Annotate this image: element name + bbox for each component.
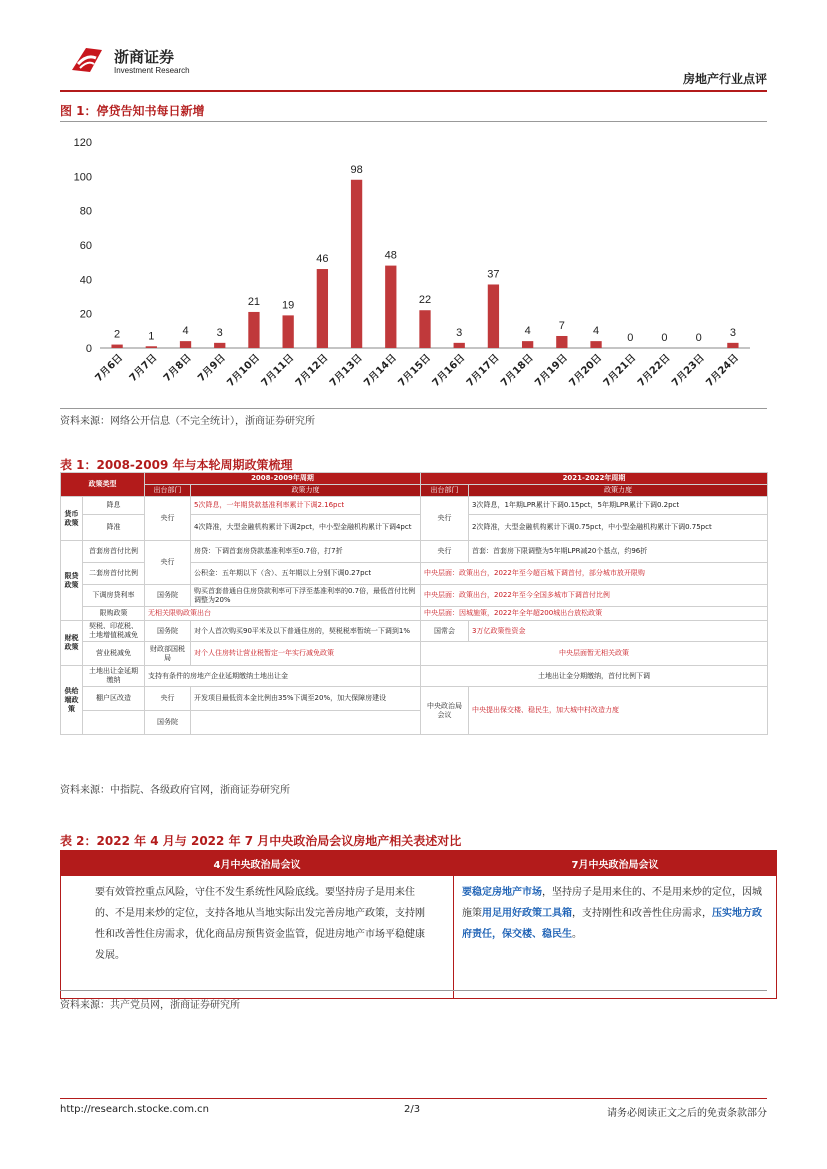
a-purchase-limit: 无相关限购政策出台 (145, 607, 421, 621)
bar (488, 284, 499, 348)
data-label: 2 (114, 328, 121, 341)
bar (146, 346, 157, 348)
july-highlight-3: 压实地方政府责任，保交楼、稳民生 (462, 908, 762, 940)
dept-a-state-council: 国务院 (145, 585, 191, 607)
data-label: 1 (148, 330, 155, 343)
data-label: 22 (418, 294, 432, 307)
bar (180, 341, 191, 348)
july-highlight-2: 用足用好政策工具箱 (482, 908, 572, 919)
a-second-home: 公积金：五年期以下（含）、五年期以上分别下调0.27pct (191, 563, 421, 585)
x-tick-label: 7月17日 (464, 352, 502, 390)
july-text-4: 。 (572, 929, 582, 940)
bar (385, 266, 396, 348)
b-biz-tax: 中央层面暂无相关政策 (421, 642, 768, 666)
x-tick-label: 7月14日 (362, 352, 399, 390)
x-tick-label: 7月12日 (293, 352, 331, 390)
header-rule (60, 90, 767, 92)
y-tick-label: 120 (73, 137, 92, 149)
a-biz-tax: 对个人住房转让营业税暂定一年实行减免政策 (191, 642, 421, 666)
y-tick-label: 40 (79, 274, 92, 287)
bar (111, 345, 122, 348)
figure1-title: 图 1：停贷告知书每日新增 (60, 104, 205, 118)
row-land-cost: 土地出让金延期缴纳 (83, 666, 145, 687)
data-label: 3 (216, 326, 223, 339)
bar (283, 315, 294, 348)
table1-source: 资料来源：中指院、各级政府官网，浙商证券研究所 (60, 785, 290, 796)
col-july: 7月中央政治局会议 (454, 851, 777, 876)
bar-chart (60, 126, 767, 406)
a-supply-extra (191, 711, 421, 735)
row-biz-tax: 营业税减免 (83, 642, 145, 666)
dept-a-central-bank: 央行 (145, 497, 191, 541)
july-statement (454, 876, 777, 999)
cat-credit: 限贷政策 (61, 541, 83, 621)
row-purchase-limit: 限购政策 (83, 607, 145, 621)
data-label: 3 (456, 326, 463, 339)
meeting-compare-table (60, 850, 777, 999)
row-deed-tax: 契税、印花税、土地增值税减免 (83, 621, 145, 642)
dept-a-state-council-2: 国务院 (145, 621, 191, 642)
x-tick-label: 7月9日 (196, 352, 228, 385)
col-content-a: 政策力度 (191, 485, 421, 497)
cat-monetary: 货币政策 (61, 497, 83, 541)
data-label: 37 (487, 268, 500, 281)
row-shantytown: 棚户区改造 (83, 687, 145, 711)
col-dept-a: 出台部门 (145, 485, 191, 497)
x-tick-label: 7月23日 (670, 352, 707, 390)
b-shantytown: 中央提出保交楼、稳民生，加大城中村改造力度 (469, 687, 768, 735)
bar (454, 343, 465, 348)
dept-b-state-council: 国常会 (421, 621, 469, 642)
figure1-source: 资料来源：网络公开信息（不完全统计），浙商证券研究所 (60, 416, 315, 427)
bar (248, 312, 259, 348)
row-rate-cut: 降息 (83, 497, 145, 515)
col-april: 4月中央政治局会议 (61, 851, 454, 876)
a-rate-cut: 5次降息，一年期贷款基准利率累计下调2.16pct (191, 497, 421, 515)
data-label: 0 (695, 332, 702, 344)
b-second-home: 中央层面：政策出台，2022年至今超百城下调首付，部分城市放开限购 (421, 563, 768, 585)
col-dept-b: 出台部门 (421, 485, 469, 497)
row-supply-extra (83, 711, 145, 735)
b-rate-floor: 中央层面：政策出台，2022年至今全国多城市下调首付比例 (421, 585, 768, 607)
april-statement: 要有效管控重点风险，守住不发生系统性风险底线。要坚持房子是用来住的、不是用来炒的定位，支持各地从当地实际出发完善房地产政策，支持刚性和改善性住房需求，优化商品房预售资金监管，促进房地产市场平稳健康发展。 (61, 876, 454, 999)
data-label: 4 (524, 325, 531, 338)
period-a-header: 2008-2009年周期 (145, 473, 421, 485)
footer-rule (60, 1098, 767, 1099)
data-label: 4 (592, 325, 600, 338)
a-rate-floor: 购买首套普通自住房贷款利率可下浮至基准利率的0.7倍，最低首付比例调整为20% (191, 585, 421, 607)
x-tick-label: 7月6日 (93, 352, 126, 385)
x-tick-label: 7月10日 (225, 352, 263, 390)
b-land-cost: 土地出让金分期缴纳，首付比例下调 (421, 666, 768, 687)
y-tick-label: 100 (73, 171, 92, 184)
table2-title: 表 2：2022 年 4 月与 2022 年 7 月中央政治局会议房地产相关表述对比 (60, 834, 462, 848)
x-tick-label: 7月24日 (704, 352, 742, 390)
bar (590, 341, 601, 348)
b-rrr-cut: 2次降准，大型金融机构累计下调0.75pct，中小型金融机构累计下调0.75pct (469, 515, 768, 541)
b-deed-tax: 3万亿政策性资金 (469, 621, 768, 642)
row-second-home: 二套房首付比例 (83, 563, 145, 585)
x-tick-label: 7月8日 (161, 352, 194, 385)
data-label: 7 (558, 319, 565, 332)
a-rrr-cut: 4次降准，大型金融机构累计下调2pct，中小型金融机构累计下调4pct (191, 515, 421, 541)
row-rate-floor: 下调房贷利率 (83, 585, 145, 607)
y-tick-label: 0 (85, 343, 92, 355)
dept-a-central-bank-3: 央行 (145, 687, 191, 711)
col-policy-type: 政策类型 (61, 473, 145, 497)
b-rate-cut: 3次降息，1年期LPR累计下调0.15pct，5年期LPR累计下调0.2pct (469, 497, 768, 515)
x-tick-label: 7月13日 (328, 352, 365, 390)
footer-url[interactable]: http://research.stocke.com.cn (60, 1104, 209, 1115)
data-label: 48 (384, 249, 397, 262)
y-tick-label: 80 (79, 205, 92, 218)
data-label: 98 (350, 163, 363, 176)
row-rrr-cut: 降准 (83, 515, 145, 541)
col-content-b: 政策力度 (469, 485, 768, 497)
data-label: 21 (247, 295, 261, 308)
bar (317, 269, 328, 348)
x-tick-label: 7月21日 (601, 352, 639, 390)
data-label: 4 (182, 325, 189, 338)
b-first-home: 首套：首套房下限调整为5年期LPR减20个基点，约96折 (469, 541, 768, 563)
a-land-cost: 支持有条件的房地产企业延期缴纳土地出让金 (145, 666, 421, 687)
x-tick-label: 7月20日 (567, 352, 605, 390)
a-shantytown: 开发项目最低资本金比例由35%下调至20%，加大保障房建设 (191, 687, 421, 711)
july-highlight-1: 要稳定房地产市场 (462, 887, 542, 898)
period-b-header: 2021-2022年周期 (421, 473, 768, 485)
bar (556, 336, 567, 348)
dept-b-local: 中央政治局会议 (421, 687, 469, 735)
cat-supply: 供给端政策 (61, 666, 83, 735)
x-tick-label: 7月18日 (499, 352, 536, 390)
page-number: 2/3 (404, 1104, 421, 1115)
table2-source: 资料来源：共产党员网，浙商证券研究所 (60, 1000, 240, 1011)
data-label: 46 (316, 253, 329, 266)
report-section: 房地产行业点评 (682, 72, 767, 86)
bar (727, 343, 738, 348)
data-label: 0 (627, 332, 634, 344)
footer-disclaimer: 请务必阅读正文之后的免责条款部分 (607, 1108, 767, 1119)
table1-title: 表 1：2008-2009 年与本轮周期政策梳理 (60, 458, 293, 472)
cat-tax: 财税政策 (61, 621, 83, 666)
a-deed-tax: 对个人首次购买90平米及以下普通住房的，契税税率暂统一下调到1% (191, 621, 421, 642)
company-name-en: Investment Research (114, 66, 190, 75)
policy-table (60, 472, 768, 735)
dept-a-mof: 财政部国税局 (145, 642, 191, 666)
july-text-2: ，坚持房子是用来住的、不是用来炒的定位，因城施策 (462, 887, 762, 919)
data-label: 0 (661, 332, 668, 344)
company-logo (68, 44, 106, 74)
figure1-rule (60, 121, 767, 122)
a-first-home: 房贷：下调首套房贷款基准利率至0.7倍，打7折 (191, 541, 421, 563)
y-tick-label: 20 (79, 308, 92, 321)
data-label: 3 (729, 326, 736, 339)
x-tick-label: 7月15日 (396, 352, 434, 390)
dept-a-state-council-3: 国务院 (145, 711, 191, 735)
dept-b-central-bank-2: 央行 (421, 541, 469, 563)
b-purchase-limit: 中央层面：因城施策，2022年全年超200城出台放松政策 (421, 607, 768, 621)
table2-bottom-rule (60, 990, 767, 991)
x-tick-label: 7月16日 (430, 352, 468, 390)
dept-b-central-bank: 央行 (421, 497, 469, 541)
y-tick-label: 60 (79, 240, 92, 252)
bar (522, 341, 533, 348)
x-tick-label: 7月22日 (635, 352, 673, 390)
row-first-home: 首套房首付比例 (83, 541, 145, 563)
x-tick-label: 7月19日 (533, 352, 570, 390)
x-tick-label: 7月7日 (127, 352, 160, 385)
x-tick-label: 7月11日 (259, 352, 297, 390)
data-label: 19 (282, 299, 295, 312)
figure1-bottom-rule (60, 408, 767, 409)
bar (351, 180, 362, 348)
dept-a-central-bank-2: 央行 (145, 541, 191, 585)
company-name-cn: 浙商证券 (114, 48, 175, 66)
july-text-3: ，支持刚性和改善性住房需求， (572, 908, 712, 919)
bar (419, 310, 430, 348)
bar (214, 343, 225, 348)
